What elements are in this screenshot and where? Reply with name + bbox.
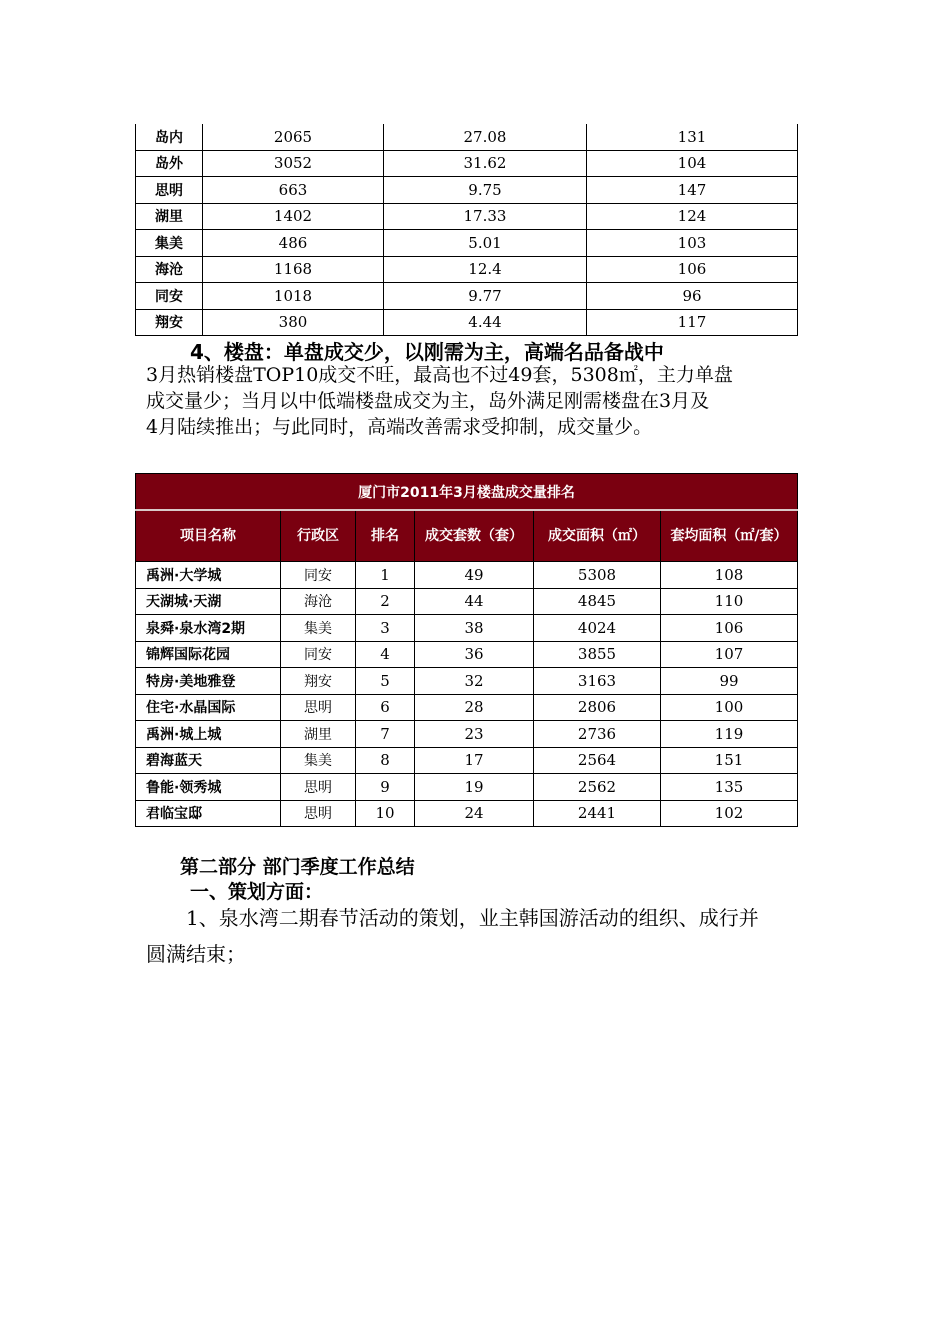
cell-rank: 10 bbox=[356, 800, 415, 827]
table-row bbox=[136, 747, 798, 774]
table-row bbox=[136, 800, 798, 827]
part-2-subtitle: 一、策划方面： bbox=[190, 881, 324, 903]
cell-v2: 12.4 bbox=[384, 256, 587, 283]
table-row bbox=[136, 309, 798, 336]
header-rank: 排名 bbox=[356, 510, 415, 562]
section-4-paragraph bbox=[146, 362, 810, 440]
cell-v1: 380 bbox=[203, 309, 384, 336]
paragraph-line: 成交量少；当月以中低端楼盘成交为主，岛外满足刚需楼盘在3月及 bbox=[146, 390, 710, 412]
ranking-table-header bbox=[136, 510, 798, 562]
cell-area: 2562 bbox=[534, 774, 661, 801]
cell-project: 锦辉国际花园 bbox=[136, 641, 281, 668]
cell-v1: 663 bbox=[203, 177, 384, 204]
cell-v2: 9.77 bbox=[384, 283, 587, 310]
cell-project: 住宅·水晶国际 bbox=[136, 694, 281, 721]
cell-name: 岛外 bbox=[136, 150, 203, 177]
cell-units: 32 bbox=[415, 668, 534, 695]
cell-rank: 7 bbox=[356, 721, 415, 748]
cell-v2: 9.75 bbox=[384, 177, 587, 204]
cell-rank: 8 bbox=[356, 747, 415, 774]
table-row bbox=[136, 588, 798, 615]
cell-v1: 2065 bbox=[203, 124, 384, 150]
cell-name: 翔安 bbox=[136, 309, 203, 336]
table-row bbox=[136, 177, 798, 204]
cell-project: 君临宝邸 bbox=[136, 800, 281, 827]
cell-name: 岛内 bbox=[136, 124, 203, 150]
cell-units: 36 bbox=[415, 641, 534, 668]
cell-area: 4024 bbox=[534, 615, 661, 642]
cell-units: 49 bbox=[415, 562, 534, 589]
cell-units: 28 bbox=[415, 694, 534, 721]
cell-v3: 131 bbox=[587, 124, 798, 150]
ranking-table-caption: 厦门市2011年3月楼盘成交量排名 bbox=[136, 474, 798, 511]
header-units: 成交套数（套） bbox=[415, 510, 534, 562]
cell-units: 38 bbox=[415, 615, 534, 642]
cell-v3: 147 bbox=[587, 177, 798, 204]
table-row bbox=[136, 256, 798, 283]
cell-rank: 5 bbox=[356, 668, 415, 695]
cell-v1: 1168 bbox=[203, 256, 384, 283]
header-project: 项目名称 bbox=[136, 510, 281, 562]
cell-v1: 1018 bbox=[203, 283, 384, 310]
cell-district: 集美 bbox=[281, 747, 356, 774]
cell-avg: 102 bbox=[661, 800, 798, 827]
cell-v3: 96 bbox=[587, 283, 798, 310]
cell-project: 禹洲·城上城 bbox=[136, 721, 281, 748]
cell-v1: 486 bbox=[203, 230, 384, 257]
cell-area: 5308 bbox=[534, 562, 661, 589]
cell-avg: 100 bbox=[661, 694, 798, 721]
cell-rank: 1 bbox=[356, 562, 415, 589]
cell-v2: 17.33 bbox=[384, 203, 587, 230]
cell-district: 思明 bbox=[281, 800, 356, 827]
cell-project: 特房·美地雅登 bbox=[136, 668, 281, 695]
section-4-heading: 4、楼盘：单盘成交少，以刚需为主，高端名品备战中 bbox=[190, 340, 664, 364]
cell-v1: 1402 bbox=[203, 203, 384, 230]
cell-area: 2806 bbox=[534, 694, 661, 721]
part-2-title: 第二部分 部门季度工作总结 bbox=[180, 856, 415, 878]
cell-avg: 151 bbox=[661, 747, 798, 774]
cell-units: 23 bbox=[415, 721, 534, 748]
cell-name: 集美 bbox=[136, 230, 203, 257]
cell-area: 3163 bbox=[534, 668, 661, 695]
cell-units: 44 bbox=[415, 588, 534, 615]
cell-name: 思明 bbox=[136, 177, 203, 204]
cell-v2: 27.08 bbox=[384, 124, 587, 150]
header-avg: 套均面积（㎡/套） bbox=[661, 510, 798, 562]
cell-rank: 9 bbox=[356, 774, 415, 801]
table-row bbox=[136, 283, 798, 310]
cell-name: 湖里 bbox=[136, 203, 203, 230]
cell-rank: 4 bbox=[356, 641, 415, 668]
cell-district: 同安 bbox=[281, 641, 356, 668]
cell-name: 海沧 bbox=[136, 256, 203, 283]
cell-v3: 117 bbox=[587, 309, 798, 336]
cell-project: 禹洲·大学城 bbox=[136, 562, 281, 589]
cell-v1: 3052 bbox=[203, 150, 384, 177]
cell-rank: 3 bbox=[356, 615, 415, 642]
cell-district: 集美 bbox=[281, 615, 356, 642]
cell-units: 19 bbox=[415, 774, 534, 801]
cell-rank: 2 bbox=[356, 588, 415, 615]
region-table bbox=[135, 124, 798, 336]
cell-v3: 124 bbox=[587, 203, 798, 230]
cell-v2: 31.62 bbox=[384, 150, 587, 177]
cell-district: 海沧 bbox=[281, 588, 356, 615]
table-row bbox=[136, 641, 798, 668]
cell-area: 2736 bbox=[534, 721, 661, 748]
table-row bbox=[136, 694, 798, 721]
cell-district: 同安 bbox=[281, 562, 356, 589]
table-row bbox=[136, 774, 798, 801]
cell-project: 碧海蓝天 bbox=[136, 747, 281, 774]
paragraph-line: 1、泉水湾二期春节活动的策划，业主韩国游活动的组织、成行并 bbox=[186, 906, 759, 930]
paragraph-line: 圆满结束； bbox=[146, 942, 246, 966]
table-row bbox=[136, 230, 798, 257]
cell-project: 鲁能·领秀城 bbox=[136, 774, 281, 801]
cell-avg: 119 bbox=[661, 721, 798, 748]
cell-project: 天湖城·天湖 bbox=[136, 588, 281, 615]
cell-district: 湖里 bbox=[281, 721, 356, 748]
table-row bbox=[136, 203, 798, 230]
cell-v2: 4.44 bbox=[384, 309, 587, 336]
cell-units: 24 bbox=[415, 800, 534, 827]
table-row bbox=[136, 562, 798, 589]
cell-project: 泉舜·泉水湾2期 bbox=[136, 615, 281, 642]
table-row bbox=[136, 721, 798, 748]
paragraph-line: 4月陆续推出；与此同时，高端改善需求受抑制，成交量少。 bbox=[146, 416, 653, 438]
cell-area: 2441 bbox=[534, 800, 661, 827]
cell-avg: 108 bbox=[661, 562, 798, 589]
cell-area: 3855 bbox=[534, 641, 661, 668]
cell-area: 4845 bbox=[534, 588, 661, 615]
cell-district: 翔安 bbox=[281, 668, 356, 695]
cell-v3: 106 bbox=[587, 256, 798, 283]
cell-v2: 5.01 bbox=[384, 230, 587, 257]
cell-v3: 104 bbox=[587, 150, 798, 177]
cell-district: 思明 bbox=[281, 774, 356, 801]
cell-name: 同安 bbox=[136, 283, 203, 310]
part-2-paragraph bbox=[146, 900, 816, 972]
cell-avg: 135 bbox=[661, 774, 798, 801]
cell-units: 17 bbox=[415, 747, 534, 774]
cell-district: 思明 bbox=[281, 694, 356, 721]
cell-avg: 106 bbox=[661, 615, 798, 642]
cell-avg: 99 bbox=[661, 668, 798, 695]
ranking-table bbox=[135, 473, 798, 827]
table-row bbox=[136, 124, 798, 150]
paragraph-line: 3月热销楼盘TOP10成交不旺，最高也不过49套，5308㎡，主力单盘 bbox=[146, 364, 733, 386]
header-district: 行政区 bbox=[281, 510, 356, 562]
cell-v3: 103 bbox=[587, 230, 798, 257]
cell-avg: 110 bbox=[661, 588, 798, 615]
header-area: 成交面积（㎡） bbox=[534, 510, 661, 562]
cell-area: 2564 bbox=[534, 747, 661, 774]
cell-avg: 107 bbox=[661, 641, 798, 668]
table-row bbox=[136, 668, 798, 695]
cell-rank: 6 bbox=[356, 694, 415, 721]
table-row bbox=[136, 615, 798, 642]
table-row bbox=[136, 150, 798, 177]
